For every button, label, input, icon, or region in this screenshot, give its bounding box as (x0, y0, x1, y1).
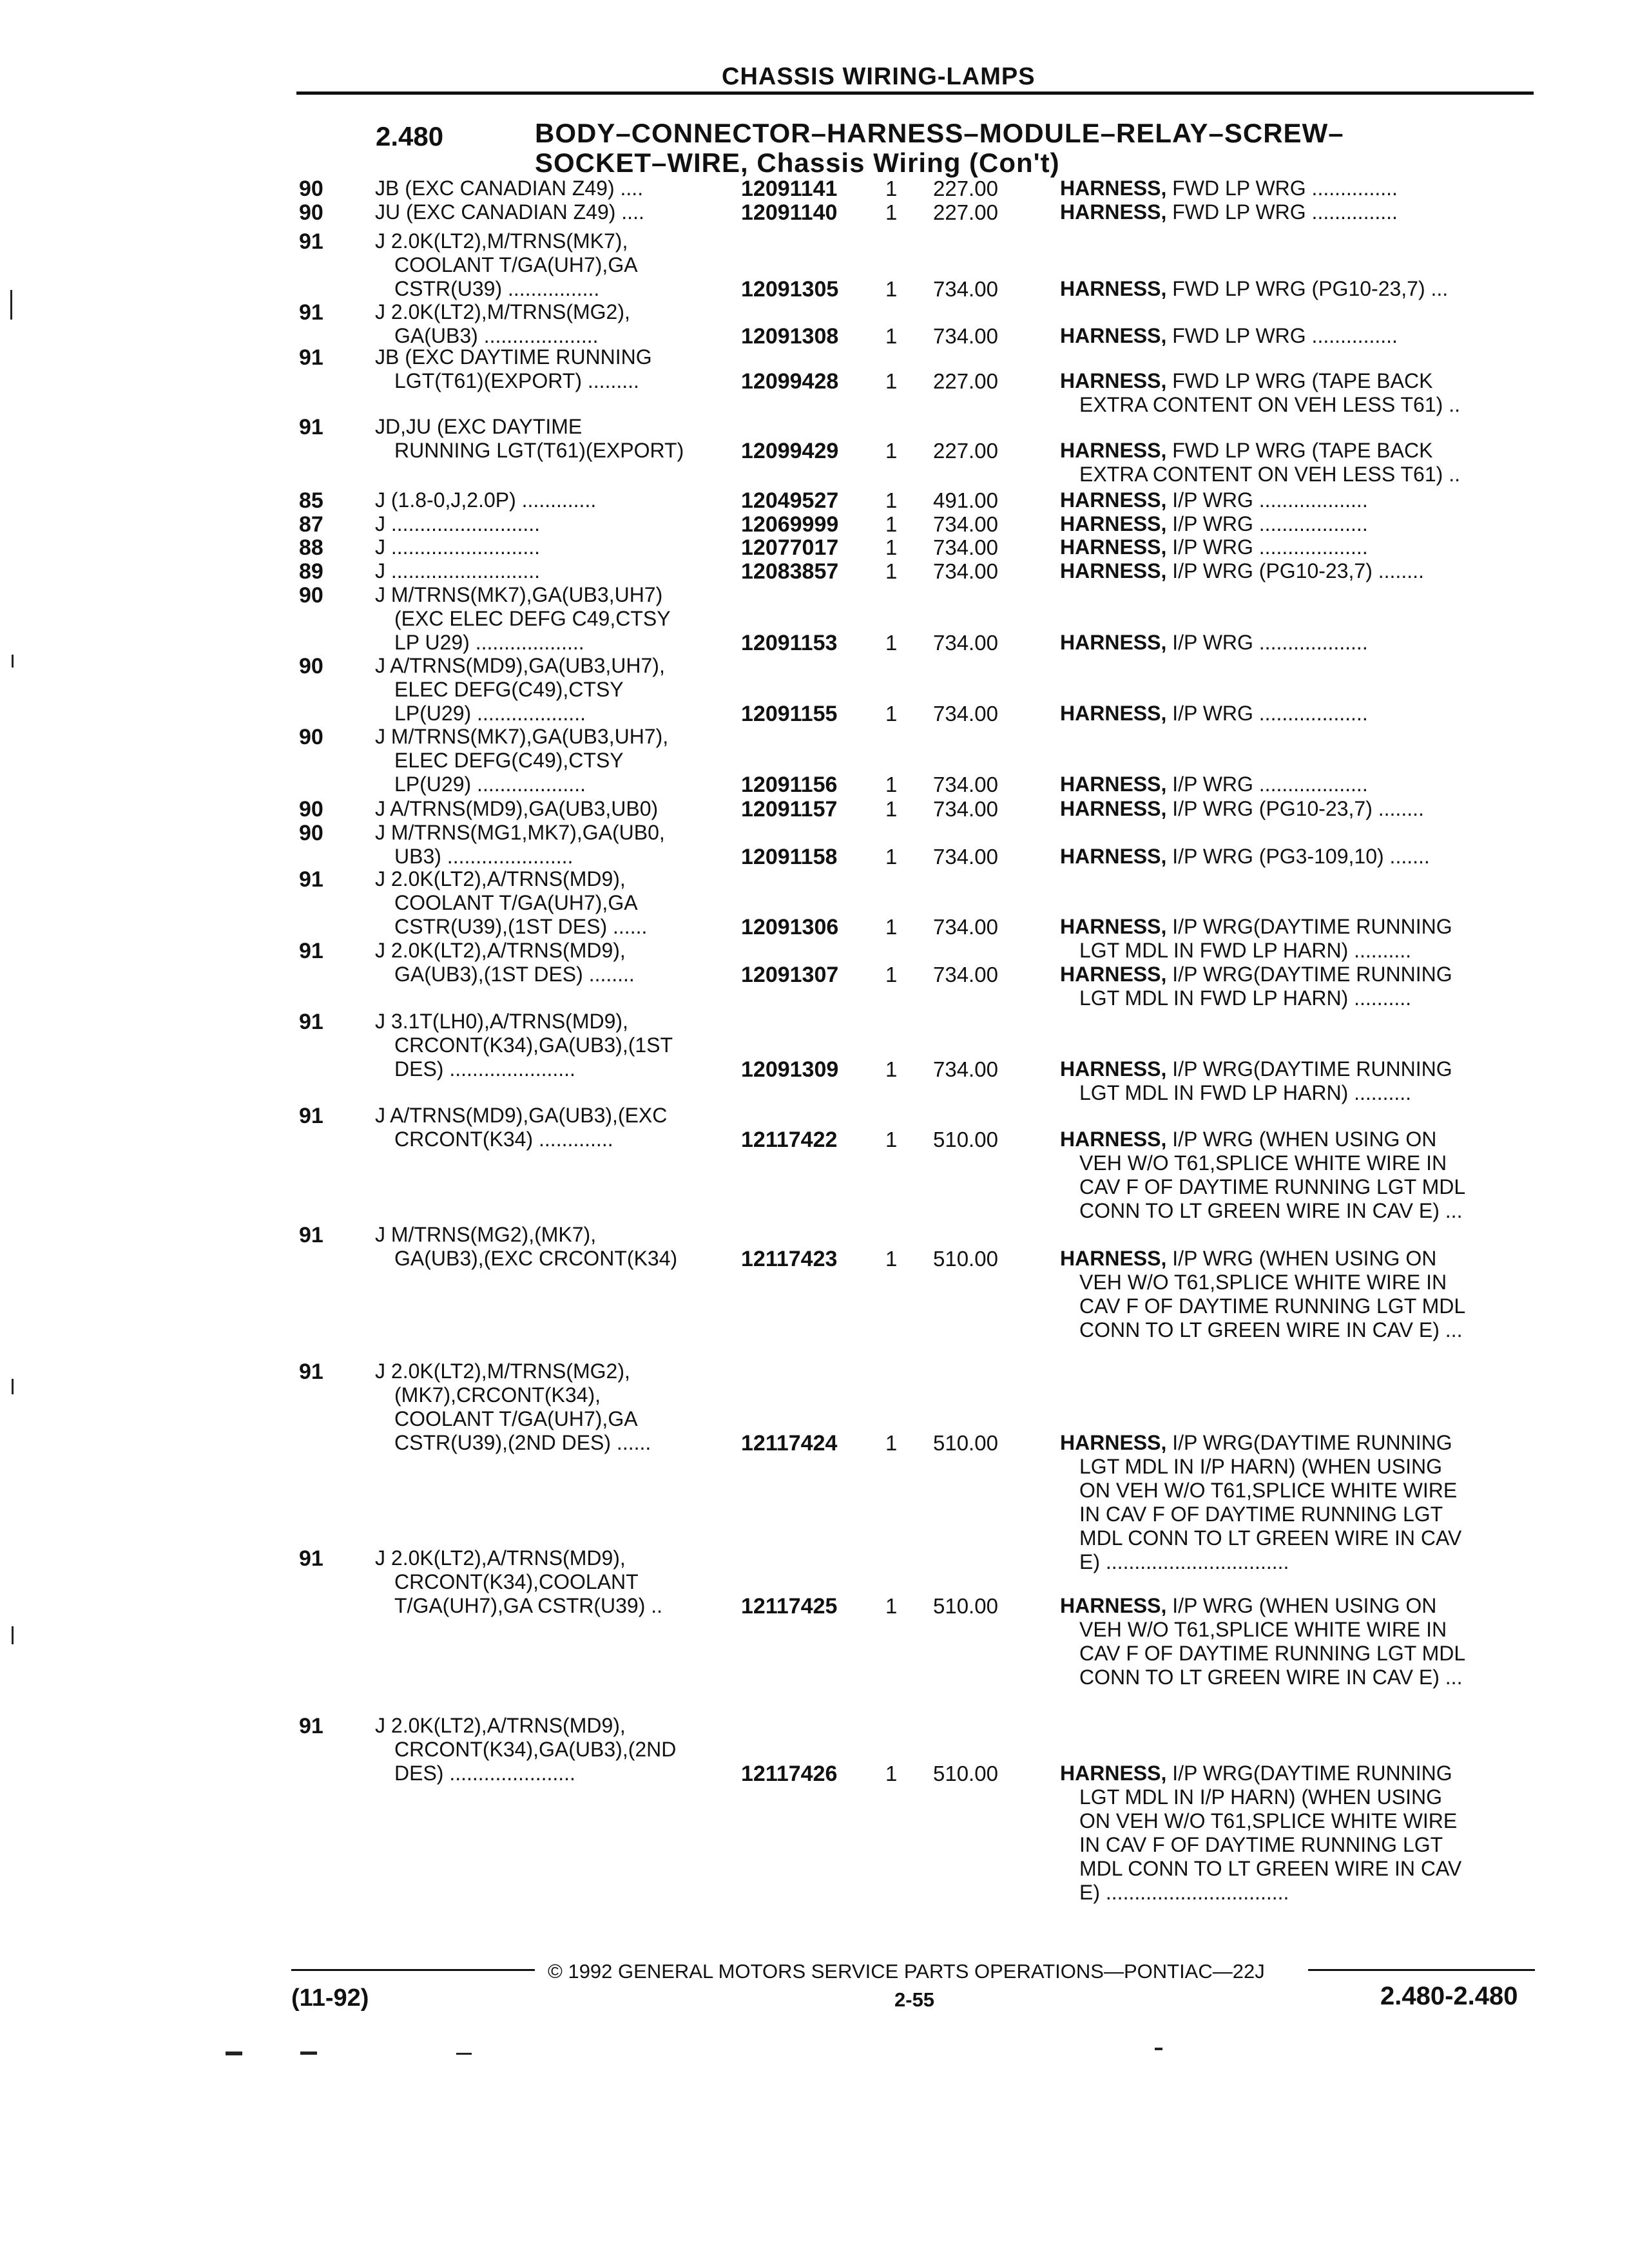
part-number: 12091306 (741, 915, 839, 939)
quantity: 1 (885, 277, 898, 301)
application-line: JB (EXC CANADIAN Z49) .... (375, 177, 644, 200)
application-text (375, 200, 736, 224)
application-line: LP U29) ................... (394, 631, 584, 654)
part-description (1060, 200, 1537, 224)
description-keyword: HARNESS, (1060, 1057, 1167, 1081)
footer-copyright: © 1992 GENERAL MOTORS SERVICE PARTS OPERATIONS—PONTIAC—22J (548, 1960, 1265, 1983)
illustration-number: 90 (299, 725, 323, 749)
description-keyword: HARNESS, (1060, 369, 1167, 392)
application-text (375, 939, 736, 986)
illustration-number: 91 (299, 415, 323, 439)
part-number: 12091156 (741, 773, 838, 797)
application-line: J .......................... (375, 512, 541, 535)
part-number: 12091309 (741, 1057, 839, 1082)
application-line: LP(U29) ................... (394, 702, 586, 725)
application-line: GA(UB3) .................... (394, 324, 599, 347)
application-line: CRCONT(K34),COOLANT (394, 1570, 639, 1593)
scan-mark (300, 2052, 317, 2055)
application-line: CSTR(U39),(2ND DES) ...... (394, 1431, 651, 1454)
description-line: MDL CONN TO LT GREEN WIRE IN CAV (1079, 1526, 1462, 1550)
description-keyword: HARNESS, (1060, 277, 1167, 300)
description-line: HARNESS, I/P WRG(DAYTIME RUNNING (1060, 1431, 1452, 1454)
description-line: CAV F OF DAYTIME RUNNING LGT MDL (1079, 1642, 1466, 1665)
quantity: 1 (885, 845, 898, 869)
quantity: 1 (885, 512, 898, 536)
description-line: EXTRA CONTENT ON VEH LESS T61) .. (1079, 393, 1460, 416)
description-line: HARNESS, I/P WRG (PG10-23,7) ........ (1060, 797, 1424, 820)
quantity: 1 (885, 200, 898, 224)
part-description (1060, 439, 1537, 486)
description-keyword: HARNESS, (1060, 324, 1167, 347)
part-number: 12069999 (741, 512, 839, 537)
application-line: J M/TRNS(MK7),GA(UB3,UH7) (375, 583, 663, 606)
description-line: HARNESS, I/P WRG(DAYTIME RUNNING (1060, 915, 1452, 938)
description-keyword: HARNESS, (1060, 488, 1167, 512)
application-text (375, 1714, 736, 1785)
part-description (1060, 1128, 1537, 1223)
section-number: 2.480 (376, 121, 444, 151)
illustration-number: 91 (299, 345, 323, 370)
description-line: HARNESS, FWD LP WRG (TAPE BACK (1060, 439, 1433, 462)
part-description (1060, 559, 1537, 583)
description-line: VEH W/O T61,SPLICE WHITE WIRE IN (1079, 1271, 1447, 1294)
part-description (1060, 1762, 1537, 1905)
application-line: J M/TRNS(MG2),(MK7), (375, 1223, 597, 1246)
part-number: 12091157 (741, 797, 838, 822)
scan-mark (226, 2052, 242, 2055)
part-number: 12091305 (741, 277, 839, 302)
part-number: 12091158 (741, 845, 838, 869)
application-line: CRCONT(K34) ............. (394, 1128, 613, 1151)
application-line: (EXC ELEC DEFG C49,CTSY (394, 607, 671, 630)
description-keyword: HARNESS, (1060, 963, 1167, 986)
quantity: 1 (885, 535, 898, 559)
description-keyword: HARNESS, (1060, 797, 1167, 820)
price: 734.00 (933, 1057, 998, 1081)
description-line: LGT MDL IN I/P HARN) (WHEN USING (1079, 1785, 1443, 1809)
price: 227.00 (933, 369, 998, 393)
application-text (375, 488, 736, 512)
price: 510.00 (933, 1128, 998, 1151)
scan-mark (12, 655, 14, 668)
part-description (1060, 963, 1537, 1010)
quantity: 1 (885, 1594, 898, 1618)
description-keyword: HARNESS, (1060, 200, 1167, 224)
part-description (1060, 177, 1537, 200)
part-description (1060, 324, 1537, 348)
part-description (1060, 915, 1537, 963)
application-text (375, 415, 736, 463)
description-line: HARNESS, FWD LP WRG (TAPE BACK (1060, 369, 1433, 392)
part-number: 12117422 (741, 1128, 838, 1152)
scan-mark (12, 1626, 14, 1644)
part-description (1060, 277, 1537, 301)
application-line: DES) ...................... (394, 1762, 575, 1785)
part-description (1060, 631, 1537, 655)
price: 510.00 (933, 1247, 998, 1271)
part-description (1060, 512, 1537, 536)
description-keyword: HARNESS, (1060, 177, 1167, 200)
quantity: 1 (885, 702, 898, 726)
price: 510.00 (933, 1594, 998, 1618)
quantity: 1 (885, 773, 898, 796)
price: 510.00 (933, 1762, 998, 1785)
part-description (1060, 797, 1537, 821)
part-number: 12091141 (741, 177, 838, 201)
quantity: 1 (885, 797, 898, 821)
quantity: 1 (885, 559, 898, 583)
section-title-line-2: SOCKET–WIRE, Chassis Wiring (Con't) (535, 148, 1060, 178)
illustration-number: 90 (299, 177, 323, 201)
application-text (375, 1223, 736, 1271)
part-number: 12077017 (741, 535, 839, 560)
part-number: 12099428 (741, 369, 839, 394)
description-keyword: HARNESS, (1060, 631, 1167, 654)
illustration-number: 90 (299, 797, 323, 822)
application-text (375, 1010, 736, 1081)
quantity: 1 (885, 1762, 898, 1785)
application-line: J 2.0K(LT2),A/TRNS(MD9), (375, 867, 626, 890)
description-line: E) ................................ (1079, 1881, 1289, 1904)
application-line: J 2.0K(LT2),M/TRNS(MK7), (375, 229, 628, 253)
description-line: LGT MDL IN FWD LP HARN) .......... (1079, 1081, 1412, 1104)
quantity: 1 (885, 1431, 898, 1455)
application-line: GA(UB3),(EXC CRCONT(K34) (394, 1247, 678, 1270)
price: 227.00 (933, 439, 998, 463)
section-title-line-1: BODY–CONNECTOR–HARNESS–MODULE–RELAY–SCREW– (535, 118, 1344, 148)
illustration-number: 91 (299, 300, 323, 325)
description-line: HARNESS, I/P WRG (PG10-23,7) ........ (1060, 559, 1424, 582)
scan-mark (10, 290, 12, 320)
description-line: HARNESS, FWD LP WRG ............... (1060, 200, 1398, 224)
price: 734.00 (933, 631, 998, 655)
illustration-number: 90 (299, 654, 323, 678)
description-line: LGT MDL IN I/P HARN) (WHEN USING (1079, 1455, 1443, 1478)
description-line: HARNESS, I/P WRG ................... (1060, 631, 1368, 654)
application-line: RUNNING LGT(T61)(EXPORT) (394, 439, 684, 462)
application-line: ELEC DEFG(C49),CTSY (394, 678, 624, 701)
price: 734.00 (933, 702, 998, 726)
description-keyword: HARNESS, (1060, 702, 1167, 725)
illustration-number: 89 (299, 559, 323, 584)
part-description (1060, 1594, 1537, 1689)
description-line: ON VEH W/O T61,SPLICE WHITE WIRE (1079, 1809, 1458, 1832)
application-line: J A/TRNS(MD9),GA(UB3),(EXC (375, 1104, 668, 1127)
description-keyword: HARNESS, (1060, 915, 1167, 938)
part-number: 12099429 (741, 439, 839, 463)
description-line: HARNESS, I/P WRG ................... (1060, 702, 1368, 725)
quantity: 1 (885, 177, 898, 200)
part-number: 12083857 (741, 559, 839, 584)
description-line: E) ................................ (1079, 1550, 1289, 1573)
price: 734.00 (933, 845, 998, 869)
part-description (1060, 488, 1537, 512)
application-line: (MK7),CRCONT(K34), (394, 1383, 601, 1407)
application-line: CSTR(U39),(1ST DES) ...... (394, 915, 648, 938)
description-line: HARNESS, I/P WRG(DAYTIME RUNNING (1060, 963, 1452, 986)
price: 734.00 (933, 915, 998, 939)
illustration-number: 91 (299, 229, 323, 254)
description-keyword: HARNESS, (1060, 1594, 1167, 1617)
description-line: HARNESS, FWD LP WRG (PG10-23,7) ... (1060, 277, 1449, 300)
description-line: CONN TO LT GREEN WIRE IN CAV E) ... (1079, 1199, 1463, 1222)
application-line: LP(U29) ................... (394, 773, 586, 796)
illustration-number: 90 (299, 583, 323, 608)
description-line: HARNESS, I/P WRG (WHEN USING ON (1060, 1128, 1437, 1151)
illustration-number: 91 (299, 1010, 323, 1034)
description-keyword: HARNESS, (1060, 1431, 1167, 1454)
description-line: CONN TO LT GREEN WIRE IN CAV E) ... (1079, 1666, 1463, 1689)
illustration-number: 91 (299, 1104, 323, 1128)
description-line: HARNESS, I/P WRG (WHEN USING ON (1060, 1247, 1437, 1270)
application-line: CRCONT(K34),GA(UB3),(2ND (394, 1738, 677, 1761)
application-line: J .......................... (375, 559, 541, 582)
part-number: 12117426 (741, 1762, 838, 1786)
part-description (1060, 702, 1537, 726)
application-text (375, 725, 736, 796)
application-line: J 2.0K(LT2),A/TRNS(MD9), (375, 1714, 626, 1737)
part-description (1060, 369, 1537, 417)
description-keyword: HARNESS, (1060, 845, 1167, 868)
price: 734.00 (933, 963, 998, 986)
application-line: ELEC DEFG(C49),CTSY (394, 749, 624, 772)
quantity: 1 (885, 963, 898, 986)
price: 734.00 (933, 773, 998, 796)
description-line: HARNESS, I/P WRG (WHEN USING ON (1060, 1594, 1437, 1617)
description-line: HARNESS, I/P WRG ................... (1060, 773, 1368, 796)
application-line: J 2.0K(LT2),M/TRNS(MG2), (375, 300, 630, 323)
application-line: GA(UB3),(1ST DES) ........ (394, 963, 635, 986)
quantity: 1 (885, 915, 898, 939)
application-line: J .......................... (375, 535, 541, 559)
description-line: HARNESS, FWD LP WRG ............... (1060, 324, 1398, 347)
price: 734.00 (933, 535, 998, 559)
description-line: HARNESS, I/P WRG ................... (1060, 488, 1368, 512)
quantity: 1 (885, 324, 898, 348)
application-line: J M/TRNS(MK7),GA(UB3,UH7), (375, 725, 669, 748)
part-number: 12091153 (741, 631, 838, 655)
part-description (1060, 535, 1537, 559)
part-description (1060, 1247, 1537, 1342)
description-line: HARNESS, I/P WRG (PG3-109,10) ....... (1060, 845, 1430, 868)
header-rule (296, 91, 1534, 95)
price: 491.00 (933, 488, 998, 512)
application-line: J A/TRNS(MD9),GA(UB3,UB0) (375, 797, 659, 820)
part-number: 12091155 (741, 702, 838, 726)
footer-rule-left (291, 1969, 535, 1971)
price: 734.00 (933, 324, 998, 348)
price: 227.00 (933, 177, 998, 200)
application-line: COOLANT T/GA(UH7),GA (394, 253, 638, 276)
part-description (1060, 773, 1537, 796)
scan-mark (1155, 2048, 1162, 2050)
part-description (1060, 1431, 1537, 1574)
application-text (375, 559, 736, 583)
description-line: LGT MDL IN FWD LP HARN) .......... (1079, 986, 1412, 1010)
description-keyword: HARNESS, (1060, 512, 1167, 535)
part-number: 12091308 (741, 324, 839, 349)
application-line: COOLANT T/GA(UH7),GA (394, 891, 638, 914)
application-text (375, 797, 736, 821)
price: 734.00 (933, 559, 998, 583)
part-number: 12091140 (741, 200, 838, 225)
application-line: J 2.0K(LT2),M/TRNS(MG2), (375, 1360, 630, 1383)
description-line: IN CAV F OF DAYTIME RUNNING LGT (1079, 1833, 1443, 1856)
illustration-number: 87 (299, 512, 323, 537)
application-text (375, 345, 736, 393)
description-keyword: HARNESS, (1060, 1762, 1167, 1785)
description-line: CAV F OF DAYTIME RUNNING LGT MDL (1079, 1175, 1466, 1198)
application-line: J A/TRNS(MD9),GA(UB3,UH7), (375, 654, 665, 677)
part-number: 12049527 (741, 488, 839, 513)
price: 734.00 (933, 277, 998, 301)
application-line: J 2.0K(LT2),A/TRNS(MD9), (375, 1546, 626, 1570)
description-keyword: HARNESS, (1060, 773, 1167, 796)
section-title (535, 119, 1437, 178)
quantity: 1 (885, 1247, 898, 1271)
description-keyword: HARNESS, (1060, 439, 1167, 462)
application-text (375, 821, 736, 869)
page-header-title: CHASSIS WIRING-LAMPS (722, 63, 1036, 90)
quantity: 1 (885, 631, 898, 655)
part-number: 12117425 (741, 1594, 838, 1619)
application-text (375, 229, 736, 301)
application-text (375, 535, 736, 559)
description-line: EXTRA CONTENT ON VEH LESS T61) .. (1079, 463, 1460, 486)
description-line: LGT MDL IN FWD LP HARN) .......... (1079, 939, 1412, 962)
part-description (1060, 1057, 1537, 1105)
description-line: MDL CONN TO LT GREEN WIRE IN CAV (1079, 1857, 1462, 1880)
application-line: T/GA(UH7),GA CSTR(U39) .. (394, 1594, 663, 1617)
scan-mark (12, 1379, 14, 1394)
application-text (375, 654, 736, 726)
quantity: 1 (885, 1128, 898, 1151)
part-number: 12117423 (741, 1247, 838, 1271)
part-number: 12091307 (741, 963, 839, 987)
description-line: HARNESS, I/P WRG ................... (1060, 535, 1368, 559)
application-text (375, 1104, 736, 1151)
application-line: J 3.1T(LH0),A/TRNS(MD9), (375, 1010, 628, 1033)
application-line: DES) ...................... (394, 1057, 575, 1081)
description-keyword: HARNESS, (1060, 1247, 1167, 1270)
price: 227.00 (933, 200, 998, 224)
description-keyword: HARNESS, (1060, 535, 1167, 559)
application-text (375, 1360, 736, 1455)
description-keyword: HARNESS, (1060, 1128, 1167, 1151)
description-line: CAV F OF DAYTIME RUNNING LGT MDL (1079, 1294, 1466, 1318)
application-text (375, 583, 736, 655)
quantity: 1 (885, 1057, 898, 1081)
part-description (1060, 845, 1537, 869)
illustration-number: 90 (299, 200, 323, 225)
description-line: VEH W/O T61,SPLICE WHITE WIRE IN (1079, 1618, 1447, 1641)
description-line: IN CAV F OF DAYTIME RUNNING LGT (1079, 1503, 1443, 1526)
description-keyword: HARNESS, (1060, 559, 1167, 582)
application-line: JU (EXC CANADIAN Z49) .... (375, 200, 644, 224)
application-line: CRCONT(K34),GA(UB3),(1ST (394, 1033, 673, 1057)
description-line: HARNESS, I/P WRG(DAYTIME RUNNING (1060, 1057, 1452, 1081)
footer-date-code: (11-92) (291, 1984, 369, 2012)
application-text (375, 300, 736, 348)
price: 734.00 (933, 797, 998, 821)
illustration-number: 90 (299, 821, 323, 845)
illustration-number: 91 (299, 867, 323, 892)
description-line: HARNESS, FWD LP WRG ............... (1060, 177, 1398, 200)
illustration-number: 91 (299, 1714, 323, 1738)
scan-mark (456, 2053, 472, 2055)
quantity: 1 (885, 439, 898, 463)
footer-page-number: 2-55 (894, 1988, 935, 2011)
quantity: 1 (885, 369, 898, 393)
illustration-number: 91 (299, 1360, 323, 1384)
illustration-number: 88 (299, 535, 323, 560)
price: 510.00 (933, 1431, 998, 1455)
application-text (375, 512, 736, 536)
application-text (375, 867, 736, 939)
application-text (375, 1546, 736, 1618)
application-line: JD,JU (EXC DAYTIME (375, 415, 583, 438)
application-line: LGT(T61)(EXPORT) ......... (394, 369, 639, 392)
application-line: COOLANT T/GA(UH7),GA (394, 1407, 638, 1430)
illustration-number: 91 (299, 939, 323, 963)
description-line: VEH W/O T61,SPLICE WHITE WIRE IN (1079, 1151, 1447, 1175)
quantity: 1 (885, 488, 898, 512)
footer-rule-right (1308, 1969, 1535, 1971)
part-number: 12117424 (741, 1431, 838, 1456)
application-line: JB (EXC DAYTIME RUNNING (375, 345, 652, 369)
application-text (375, 177, 736, 200)
description-line: CONN TO LT GREEN WIRE IN CAV E) ... (1079, 1318, 1463, 1341)
illustration-number: 85 (299, 488, 323, 513)
application-line: J M/TRNS(MG1,MK7),GA(UB0, (375, 821, 665, 844)
illustration-number: 91 (299, 1546, 323, 1571)
application-line: CSTR(U39) ................ (394, 277, 600, 300)
application-line: J (1.8-0,J,2.0P) ............. (375, 488, 597, 512)
description-line: ON VEH W/O T61,SPLICE WHITE WIRE (1079, 1479, 1458, 1502)
illustration-number: 91 (299, 1223, 323, 1247)
description-line: HARNESS, I/P WRG ................... (1060, 512, 1368, 535)
description-line: HARNESS, I/P WRG(DAYTIME RUNNING (1060, 1762, 1452, 1785)
price: 734.00 (933, 512, 998, 536)
application-line: UB3) ...................... (394, 845, 574, 868)
application-line: J 2.0K(LT2),A/TRNS(MD9), (375, 939, 626, 962)
footer-section-ref: 2.480-2.480 (1380, 1982, 1518, 2010)
